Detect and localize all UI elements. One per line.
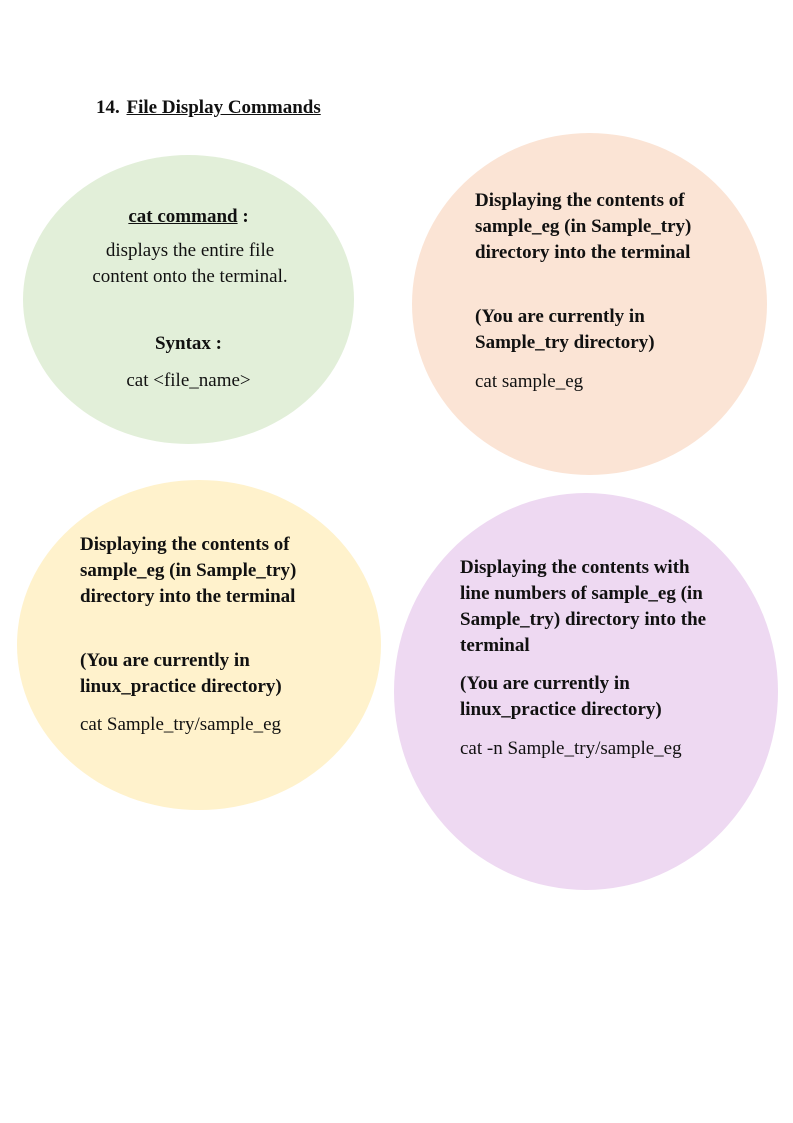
cat-command-label: cat command [128,206,238,227]
cat-command-description: displays the entire file content onto the terminal. [92,240,288,287]
syntax-code: cat <file_name> [126,370,251,391]
line-numbers-description: Displaying the contents with line numbers of sample_eg (in Sample_try) directory into the terminal [460,557,707,656]
line-numbers-code: cat -n Sample_try/sample_eg [460,738,682,759]
line-numbers-note: (You are currently in linux_practice directory) [460,673,662,720]
section-title: File Display Commands [126,97,321,118]
cat-command-bubble [23,155,354,444]
path-code: cat Sample_try/sample_eg [80,714,282,735]
syntax-label: Syntax : [154,333,223,354]
cat-command-colon: : [237,206,249,227]
section-heading [96,97,321,119]
section-number: 14. [96,97,120,118]
path-description: Displaying the contents of sample_eg (in Sample_try) directory into the terminal [80,534,297,607]
cat-command-heading [23,204,354,230]
path-note: (You are currently in linux_practice directory) [80,650,282,697]
sample-eg-note: (You are currently in Sample_try directory) [475,306,655,353]
sample-eg-description: Displaying the contents of sample_eg (in Sample_try) directory into the terminal [475,190,692,263]
sample-eg-code: cat sample_eg [475,371,584,392]
path-bubble [17,480,381,810]
